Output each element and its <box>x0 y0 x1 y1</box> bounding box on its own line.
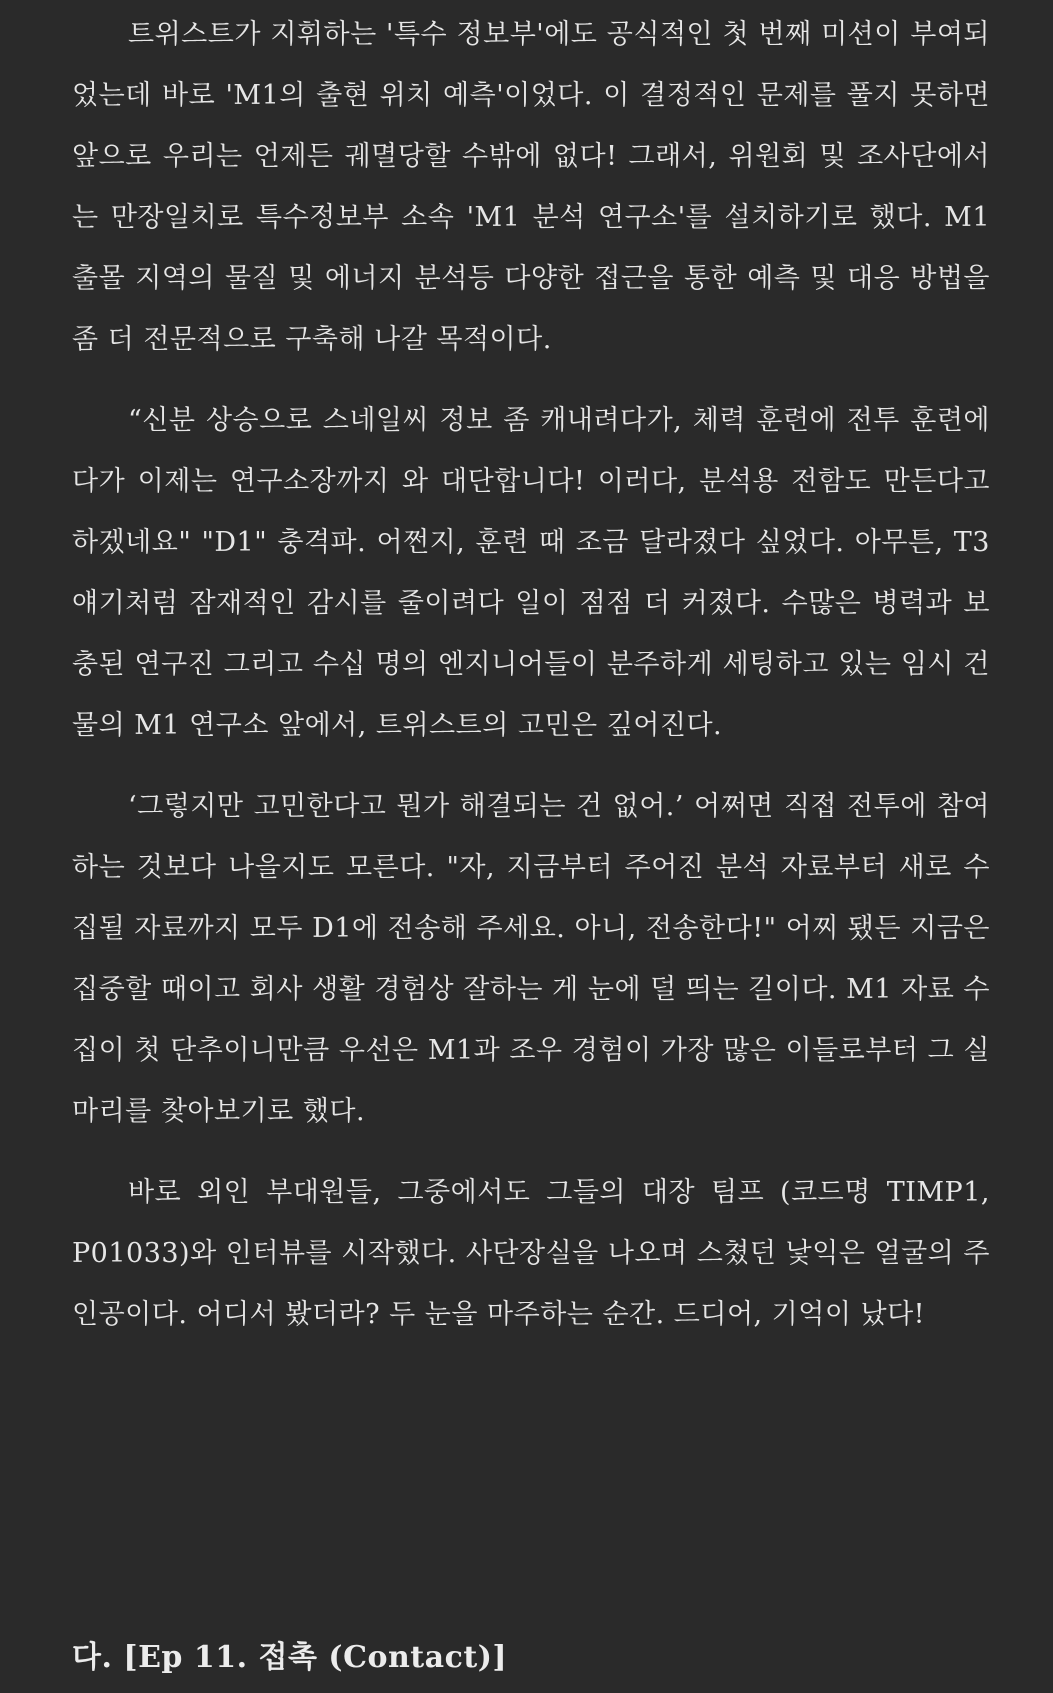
paragraph-1: 트위스트가 지휘하는 '특수 정보부'에도 공식적인 첫 번째 미션이 부여되었는데 바로 'M1의 출현 위치 예측'이었다. 이 결정적인 문제를 풀지 못하면 앞으로 우리는 언제든 궤멸당할 수밖에 없다! 그래서, 위원회 및 조사단에서는 만장일치로 특수정보부 소속 'M1 분석 연구소'를 설치하기로 했다. M1 출몰 지역의 물질 및 에너지 분석등 다양한 접근을 통한 예측 및 대응 방법을 좀 더 전문적으로 구축해 나갈 목적이다. <box>72 19 990 355</box>
paragraph-4: 바로 외인 부대원들, 그중에서도 그들의 대장 팀프 (코드명 TIMP1, P01033)와 인터뷰를 시작했다. 사단장실을 나오며 스쳤던 낯익은 얼굴의 주인공이다. 어디서 봤더라? 두 눈을 마주하는 순간. 드디어, 기억이 났다! <box>72 1177 990 1330</box>
document-body <box>72 0 990 1345</box>
section-heading: 다. [Ep 11. 접촉 (Contact)] <box>72 1640 508 1675</box>
paragraph-3: ‘그렇지만 고민한다고 뭔가 해결되는 건 없어.’ 어쩌면 직접 전투에 참여하는 것보다 나을지도 모른다. "자, 지금부터 주어진 분석 자료부터 새로 수집될 자료까지 모두 D1에 전송해 주세요. 아니, 전송한다!" 어찌 됐든 지금은 집중할 때이고 회사 생활 경험상 잘하는 게 눈에 덜 띄는 길이다. M1 자료 수집이 첫 단추이니만큼 우선은 M1과 조우 경험이 가장 많은 이들로부터 그 실마리를 찾아보기로 했다. <box>72 791 990 1127</box>
paragraph-2: “신분 상승으로 스네일씨 정보 좀 캐내려다가, 체력 훈련에 전투 훈련에다가 이제는 연구소장까지 와 대단합니다! 이러다, 분석용 전함도 만든다고 하겠네요" "D1" 충격파. 어쩐지, 훈련 때 조금 달라졌다 싶었다. 아무튼, T3 얘기처럼 잠재적인 감시를 줄이려다 일이 점점 더 커졌다. 수많은 병력과 보충된 연구진 그리고 수십 명의 엔지니어들이 분주하게 세팅하고 있는 임시 건물의 M1 연구소 앞에서, 트위스트의 고민은 깊어진다. <box>72 405 990 741</box>
